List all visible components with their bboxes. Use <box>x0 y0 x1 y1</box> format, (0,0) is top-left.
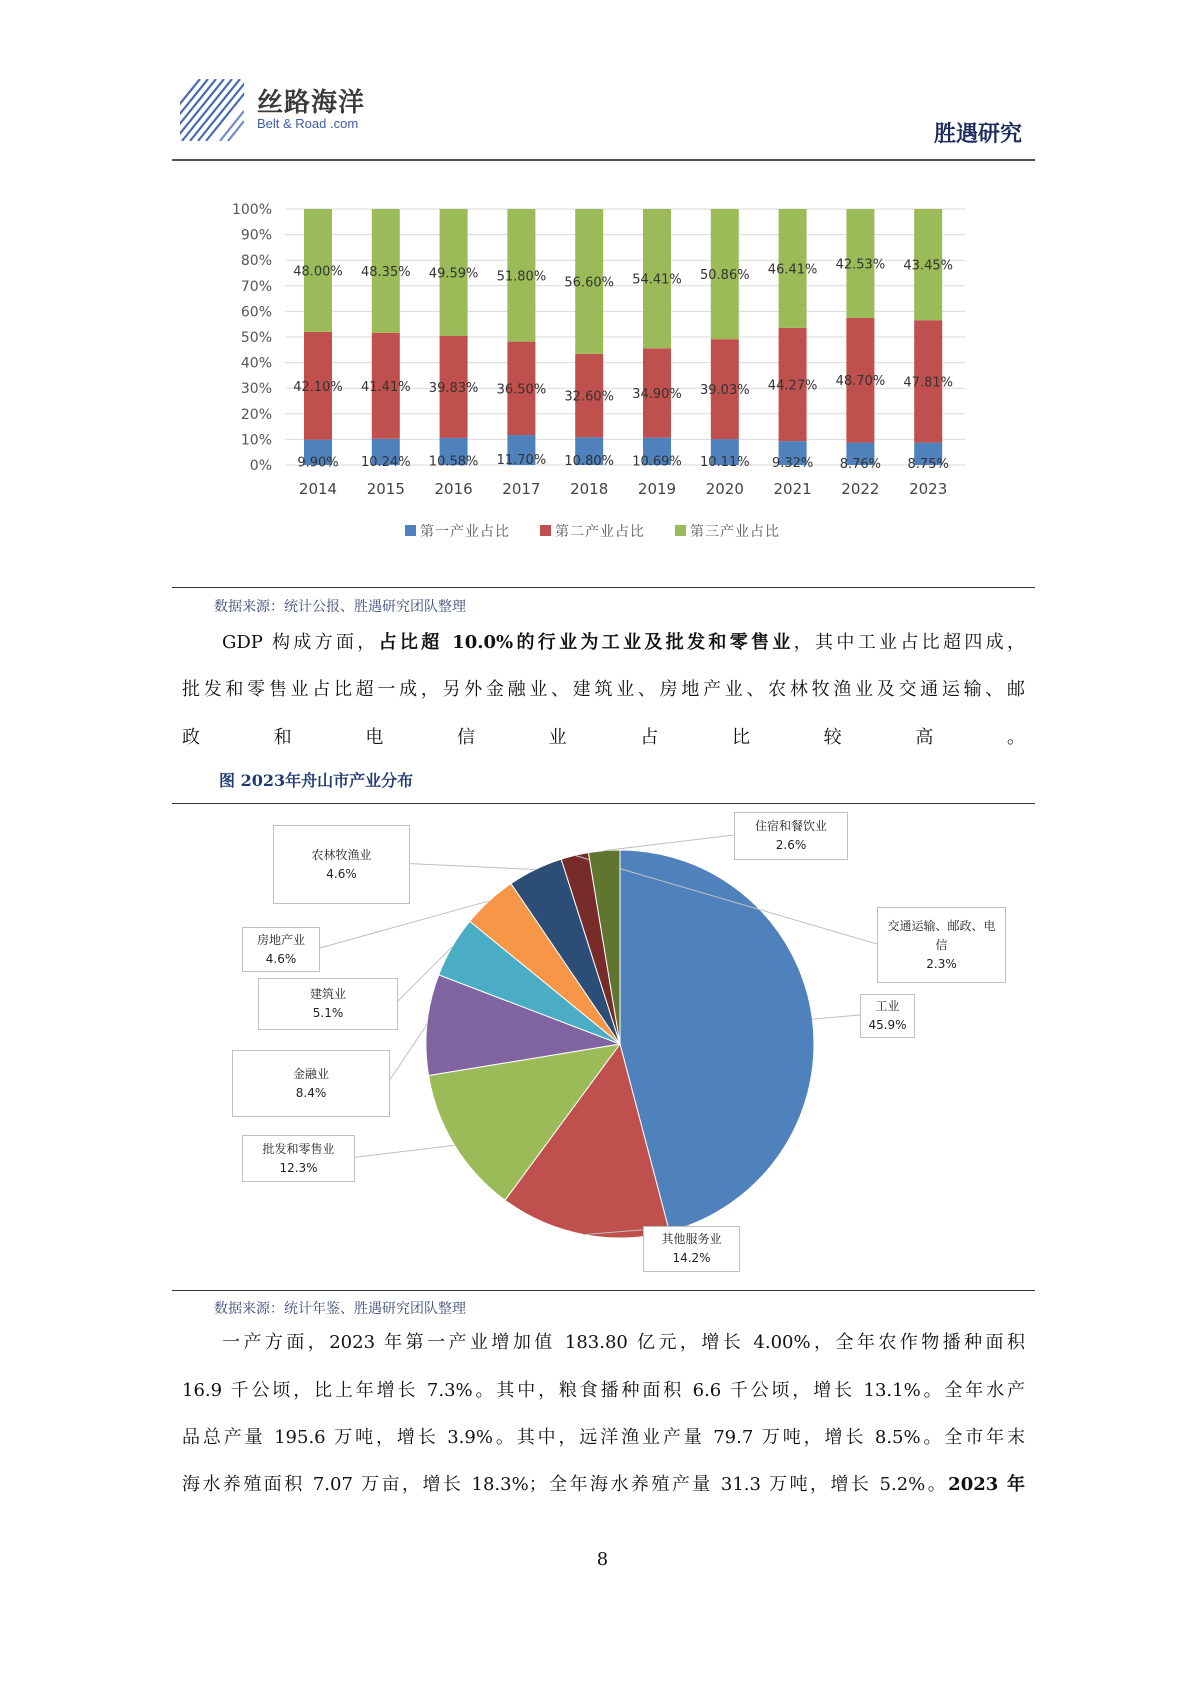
slice-name: 工业 <box>875 999 900 1013</box>
data-label: 8.75% <box>907 456 949 472</box>
logo-subtitle: Belt & Road .com <box>257 116 359 131</box>
data-label: 10.58% <box>428 454 479 470</box>
slice-value: 14.2% <box>672 1251 711 1265</box>
slice-value: 12.3% <box>279 1160 318 1175</box>
slice-name: 住宿和餐饮业 <box>754 819 827 833</box>
slice-value: 8.4% <box>295 1085 327 1100</box>
slice-name: 批发和零售业 <box>262 1141 335 1156</box>
data-label: 42.10% <box>293 379 343 395</box>
text-line <box>182 1473 1025 1497</box>
y-tick-label: 80% <box>240 253 272 270</box>
data-label: 49.59% <box>428 266 479 282</box>
y-tick-label: 70% <box>240 278 272 295</box>
data-label: 34.90% <box>632 386 682 402</box>
pie-data-label <box>734 812 848 860</box>
x-tick-label: 2017 <box>502 480 541 498</box>
text: 一产方面，2023 年第一产业增加值 183.80 亿元，增长 4.00%，全年农作物播种面积 <box>222 1332 1025 1353</box>
data-label: 42.53% <box>835 257 886 273</box>
leader-line <box>812 1015 860 1019</box>
data-label: 48.70% <box>835 374 886 390</box>
leader-line <box>408 864 535 870</box>
data-label: 56.60% <box>564 275 614 291</box>
legend-label: 第二产业占比 <box>555 524 645 540</box>
text: 16.9 千公顷，比上年增长 7.3%。其中，粮食播种面积 6.6 千公顷，增长 13.1%。全年水产 <box>182 1380 1025 1401</box>
pie-chart-source: 数据来源：统计年鉴、胜遇研究团队整理 <box>214 1301 466 1317</box>
data-label: 50.86% <box>700 268 750 284</box>
leader-line <box>353 1145 455 1157</box>
slice-name: 其他服务业 <box>661 1232 722 1246</box>
x-tick-label: 2018 <box>570 480 609 498</box>
bold-text: 2023 年 <box>948 1474 1025 1495</box>
bar-chart-source: 数据来源：统计公报、胜遇研究团队整理 <box>214 599 466 615</box>
text: ，其中工业占比超四成， <box>793 632 1025 653</box>
data-label: 41.41% <box>361 379 411 395</box>
divider <box>172 1290 1035 1291</box>
text-line <box>222 1331 1025 1355</box>
data-label: 43.45% <box>903 258 953 274</box>
data-label: 10.24% <box>361 454 411 470</box>
x-tick-label: 2023 <box>909 480 948 498</box>
slice-name: 建筑业 <box>309 987 346 1001</box>
pie-data-label <box>273 825 410 904</box>
slice-value: 5.1% <box>312 1006 344 1020</box>
data-label: 39.03% <box>700 383 750 399</box>
pie-data-label <box>860 994 915 1038</box>
x-tick-label: 2015 <box>366 480 405 498</box>
y-tick-label: 60% <box>240 304 272 321</box>
data-label: 10.69% <box>632 454 682 470</box>
y-tick-label: 90% <box>240 227 272 244</box>
y-tick-label: 10% <box>240 432 272 449</box>
logo-name: 丝路海洋 <box>257 88 366 118</box>
leader-line <box>604 835 734 851</box>
y-tick-label: 100% <box>231 202 272 218</box>
x-tick-label: 2019 <box>637 480 677 498</box>
slice-value: 2.6% <box>775 838 807 852</box>
figure-title: 图 2023年舟山市产业分布 <box>219 771 414 790</box>
pie-data-label <box>643 1226 740 1272</box>
data-label: 36.50% <box>496 382 547 398</box>
legend-label: 第一产业占比 <box>420 524 510 540</box>
y-tick-label: 0% <box>249 458 272 474</box>
pie-data-label <box>242 927 320 972</box>
x-tick-label: 2021 <box>773 480 812 498</box>
slice-value: 2.3% <box>926 956 957 971</box>
data-label: 48.35% <box>361 264 411 280</box>
data-label: 8.76% <box>839 456 882 472</box>
data-label: 9.32% <box>771 456 814 472</box>
data-label: 10.11% <box>700 455 750 471</box>
slice-value: 4.6% <box>265 951 297 966</box>
y-tick-label: 40% <box>240 355 272 372</box>
data-label: 9.90% <box>297 455 339 471</box>
text: 政和电信业占比较高。 <box>182 727 1025 748</box>
x-tick-label: 2020 <box>705 480 744 498</box>
text: 海水养殖面积 7.07 万亩，增长 18.3%；全年海水养殖产量 31.3 万吨，增长 5.2%。 <box>182 1474 949 1495</box>
pie-data-label <box>258 978 398 1030</box>
pie-data-label <box>242 1135 355 1182</box>
bold-text: 占比超 10.0%的行业为工业及批发和零售业 <box>378 632 794 653</box>
leader-line <box>388 1025 427 1083</box>
data-label: 32.60% <box>564 389 614 405</box>
text: GDP 构成方面， <box>222 632 379 653</box>
slice-value: 4.6% <box>326 866 357 881</box>
pie-data-label <box>232 1050 390 1117</box>
text-line <box>182 1426 1025 1450</box>
text-line <box>182 1379 1025 1403</box>
slice-value: 45.9% <box>868 1018 907 1032</box>
brand-name: 胜遇研究 <box>933 122 1022 147</box>
x-tick-label: 2022 <box>841 480 880 498</box>
y-tick-label: 50% <box>240 330 272 346</box>
data-label: 51.80% <box>496 269 547 285</box>
y-tick-label: 20% <box>240 406 272 423</box>
data-label: 11.70% <box>496 453 547 469</box>
data-label: 54.41% <box>632 272 682 288</box>
slice-name: 房地产业 <box>256 932 305 947</box>
slice-name: 交通运输、邮政、电信 <box>887 918 996 952</box>
text: 批发和零售业占比超一成，另外金融业、建筑业、房地产业、农林牧渔业及交通运输、邮 <box>182 679 1025 700</box>
data-label: 10.80% <box>564 454 614 470</box>
pie-data-label <box>877 907 1006 983</box>
x-tick-label: 2014 <box>298 480 338 498</box>
data-label: 39.83% <box>428 380 479 396</box>
slice-name: 农林牧渔业 <box>311 847 372 862</box>
data-label: 46.41% <box>767 262 818 278</box>
x-tick-label: 2016 <box>434 480 473 498</box>
legend-label: 第三产业占比 <box>690 524 780 540</box>
data-label: 44.27% <box>767 378 818 394</box>
data-label: 48.00% <box>293 264 343 280</box>
page-number: 8 <box>596 1549 609 1570</box>
data-label: 47.81% <box>903 375 953 391</box>
text: 品总产量 195.6 万吨，增长 3.9%。其中，远洋渔业产量 79.7 万吨，增长 8.5%。全市年末 <box>182 1427 1025 1448</box>
slice-name: 金融业 <box>292 1066 329 1081</box>
y-tick-label: 30% <box>240 381 272 398</box>
